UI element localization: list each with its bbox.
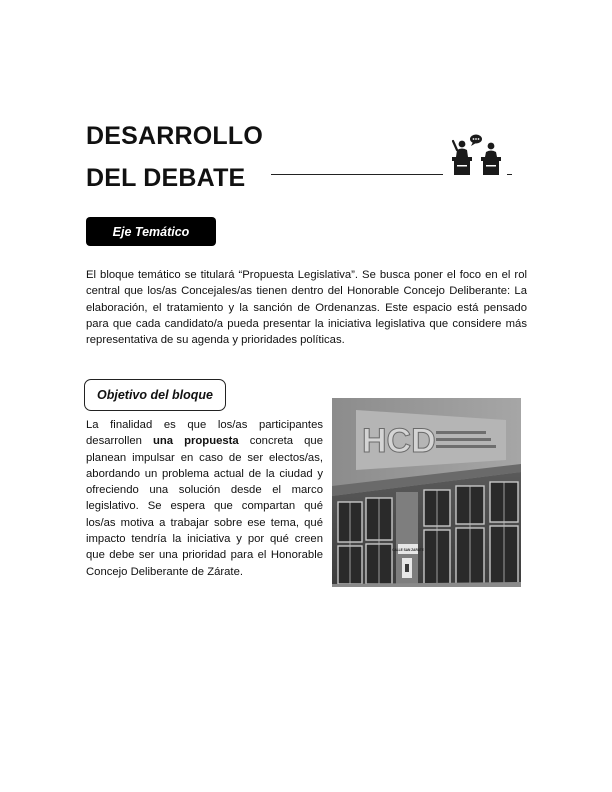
- objetivo-paragraph: [86, 417, 323, 580]
- title-line-2: DEL DEBATE: [86, 164, 246, 192]
- objetivo-text-end: concreta que planean impulsar en caso de ser electos/as, abordando un problema actual de la ciudad y ofreciendo una solución desde el marco legislativo. Se espera que compartan qué los/as motiva a trabajar sobre ese tema, qué impacto tendría la iniciativa y por qué creen que debe ser una prioridad para el Honorable Concejo Deliberante de Zárate.: [86, 435, 323, 578]
- debate-podium-icon: [449, 133, 505, 177]
- title-underline-tail: [507, 174, 512, 175]
- eje-tematico-label: Eje Temático: [112, 224, 190, 239]
- hcd-building-photo: [332, 398, 521, 587]
- street-sign-text: CALLE SAN ZARATE: [392, 548, 424, 552]
- eje-tematico-heading: [86, 217, 216, 246]
- objetivo-heading: [84, 379, 226, 411]
- eje-tematico-paragraph: El bloque temático se titulará “Propuesta Legislativa”. Se busca poner el foco en el rol central que los/as Concejales/as tienen dentro del Honorable Concejo Deliberante: La elaboración, el tratamiento y la sanción de Ordenanzas. Este espacio está pensado para que cada candidato/a pueda presentar la iniciativa legislativa que considere más representativa de su agenda y prioridades políticas.: [86, 269, 527, 347]
- title-line-1: DESARROLLO: [86, 122, 263, 150]
- objetivo-label: Objetivo del bloque: [97, 388, 213, 402]
- title-underline: [271, 174, 443, 175]
- objetivo-text-start: La finalidad es que los/as participantes desarrollen: [86, 419, 323, 448]
- page-title: [86, 115, 263, 199]
- objetivo-text-emphasis: una propuesta: [152, 435, 239, 448]
- hcd-sign-text: HCD: [362, 422, 436, 460]
- hcd-sign-letters: [362, 422, 436, 460]
